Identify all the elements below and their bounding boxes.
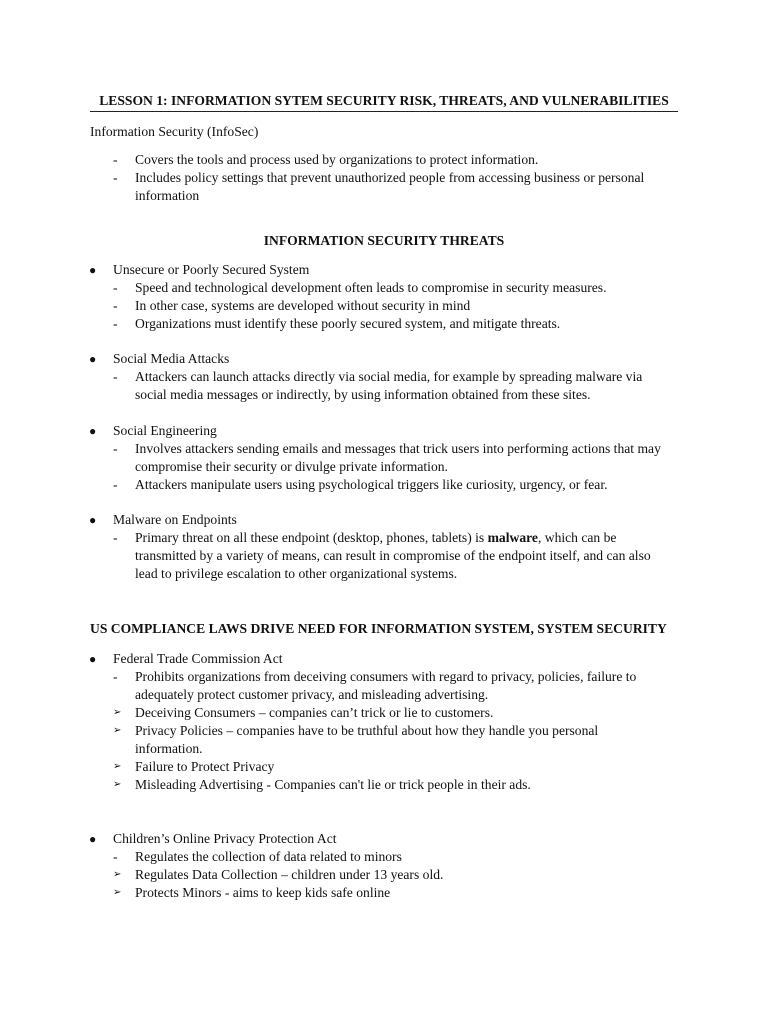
threat-section-social-media	[0, 350, 768, 404]
list-item	[0, 884, 768, 902]
intro-label: Information Security (InfoSec)	[90, 124, 259, 139]
section-title-row	[0, 422, 768, 440]
dash-marker: -	[113, 441, 118, 456]
list-item-continuation	[0, 187, 768, 205]
arrow-bullet-icon: ➢	[113, 887, 122, 898]
bullet-marker: ●	[89, 263, 97, 277]
list-item	[0, 848, 768, 866]
list-item-text: In other case, systems are developed without security in mind	[135, 298, 471, 313]
list-item-text: Deceiving Consumers – companies can’t trick or lie to customers.	[135, 705, 494, 720]
dash-marker: -	[113, 316, 118, 331]
bullet-marker: ●	[89, 652, 97, 666]
dash-marker: -	[113, 849, 118, 864]
list-item-text: Misleading Advertising - Companies can't lie or trick people in their ads.	[135, 777, 531, 792]
list-item	[0, 866, 768, 884]
dash-marker: -	[113, 280, 118, 295]
bullet-marker: ●	[89, 352, 97, 366]
dash-marker: -	[113, 152, 118, 167]
dash-marker: -	[113, 170, 118, 185]
dash-marker: -	[113, 669, 118, 684]
list-item-text: Speed and technological development often leads to compromise in security measures.	[135, 280, 607, 295]
list-item-continuation	[0, 547, 768, 565]
list-item	[0, 529, 768, 547]
section-title: Social Media Attacks	[113, 351, 230, 366]
list-item	[0, 476, 768, 494]
dash-marker: -	[113, 298, 118, 313]
threats-heading: INFORMATION SECURITY THREATS	[263, 233, 505, 248]
section-title-row	[0, 261, 768, 279]
bullet-marker: ●	[89, 424, 97, 438]
list-item	[0, 704, 768, 722]
list-item-text: Attackers can launch attacks directly via social media, for example by spreading malware via	[135, 369, 643, 384]
arrow-bullet-icon: ➢	[113, 779, 122, 790]
arrow-bullet-icon: ➢	[113, 869, 122, 880]
section-title-row	[0, 830, 768, 848]
bold-term-malware: malware	[487, 530, 538, 545]
list-item	[0, 279, 768, 297]
list-item	[0, 758, 768, 776]
text-segment: Primary threat on all these endpoint (desktop, phones, tablets) is	[135, 530, 488, 545]
list-item-text: Involves attackers sending emails and messages that trick users into performing actions that may	[135, 441, 661, 456]
list-item-text: Attackers manipulate users using psychological triggers like curiosity, urgency, or fear.	[135, 477, 608, 492]
list-item-text: compromise their security or divulge private information.	[135, 459, 448, 474]
list-item	[0, 151, 768, 169]
dash-marker: -	[113, 369, 118, 384]
threat-section-malware	[0, 511, 768, 583]
dash-marker: -	[113, 477, 118, 492]
list-item	[0, 368, 768, 386]
list-item-text: information.	[135, 741, 203, 756]
list-item-text: Failure to Protect Privacy	[135, 759, 275, 774]
section-title: Social Engineering	[113, 423, 217, 438]
list-item-text: Includes policy settings that prevent unauthorized people from accessing business or personal	[135, 170, 645, 185]
list-item	[0, 722, 768, 740]
law-section-ftc-act	[0, 650, 768, 794]
list-item-text	[135, 529, 616, 547]
bullet-marker: ●	[89, 513, 97, 527]
section-title-row	[0, 650, 768, 668]
list-item-continuation	[0, 386, 768, 404]
list-item-text: Prohibits organizations from deceiving consumers with regard to privacy, policies, failure to	[135, 669, 637, 684]
lesson-title: LESSON 1: INFORMATION SYTEM SECURITY RISK, THREATS, AND VULNERABILITIES	[90, 92, 678, 112]
list-item-text: Regulates Data Collection – children under 13 years old.	[135, 867, 444, 882]
section-title-row	[0, 511, 768, 529]
section-title: Children’s Online Privacy Protection Act	[113, 831, 337, 846]
list-item-text: Privacy Policies – companies have to be truthful about how they handle you personal	[135, 723, 599, 738]
list-item-continuation	[0, 686, 768, 704]
list-item-text: Regulates the collection of data related to minors	[135, 849, 402, 864]
list-item-text: Organizations must identify these poorly secured system, and mitigate threats.	[135, 316, 561, 331]
threat-section-social-engineering	[0, 422, 768, 494]
list-item-text: social media messages or indirectly, by using information obtained from these sites.	[135, 387, 591, 402]
list-item-text: transmitted by a variety of means, can result in compromise of the endpoint itself, and can also	[135, 548, 651, 563]
list-item-text: adequately protect customer privacy, and misleading advertising.	[135, 687, 489, 702]
list-item	[0, 315, 768, 333]
list-item-continuation	[0, 565, 768, 583]
list-item	[0, 776, 768, 794]
arrow-bullet-icon: ➢	[113, 761, 122, 772]
list-item-continuation	[0, 740, 768, 758]
list-item-text: Protects Minors - aims to keep kids safe online	[135, 885, 391, 900]
arrow-bullet-icon: ➢	[113, 707, 122, 718]
law-section-coppa	[0, 830, 768, 902]
section-title-row	[0, 350, 768, 368]
list-item-text: Covers the tools and process used by organizations to protect information.	[135, 152, 539, 167]
section-title: Unsecure or Poorly Secured System	[113, 262, 310, 277]
compliance-heading: US COMPLIANCE LAWS DRIVE NEED FOR INFORMATION SYSTEM, SYSTEM SECURITY	[90, 621, 667, 636]
list-item	[0, 668, 768, 686]
list-item	[0, 169, 768, 187]
intro-list	[0, 151, 768, 205]
arrow-bullet-icon: ➢	[113, 725, 122, 736]
list-item-continuation	[0, 458, 768, 476]
list-item-text: information	[135, 188, 200, 203]
bullet-marker: ●	[89, 832, 97, 846]
list-item	[0, 297, 768, 315]
list-item-text: lead to privilege escalation to other organizational systems.	[135, 566, 458, 581]
dash-marker: -	[113, 530, 118, 545]
section-title: Federal Trade Commission Act	[113, 651, 283, 666]
list-item	[0, 440, 768, 458]
section-title: Malware on Endpoints	[113, 512, 237, 527]
text-segment: , which can be	[537, 530, 617, 545]
threat-section-unsecure-system	[0, 261, 768, 333]
